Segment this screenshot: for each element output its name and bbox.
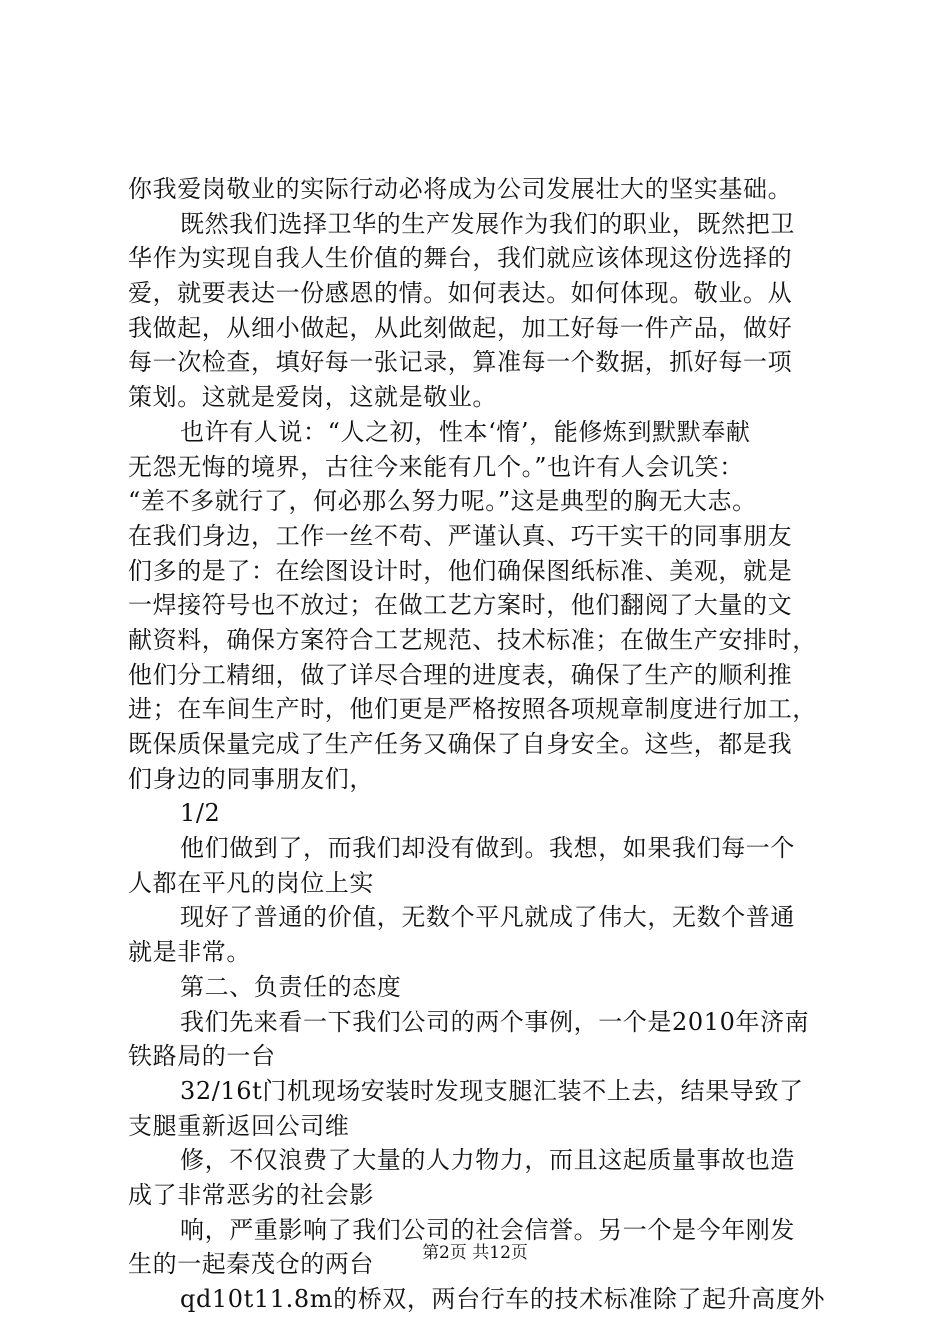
text-line: 也许有人说：“人之初，性本‘惰’，能修炼到默默奉献: [180, 417, 751, 446]
text-line: 爱，就要表达一份感恩的情。如何表达。如何体现。敬业。从: [128, 279, 793, 308]
text-line: 策划。这就是爱岗，这就是敬业。: [128, 383, 497, 412]
text-line: 支腿重新返回公司维: [128, 1111, 350, 1140]
text-line: 我们先来看一下我们公司的两个事例，一个是2010年济南: [180, 1007, 810, 1036]
text-line: 现好了普通的价值，无数个平凡就成了伟大，无数个普通: [180, 903, 795, 932]
text-line: 就是非常。: [128, 938, 251, 967]
text-line: 响，严重影响了我们公司的社会信誉。另一个是今年刚发: [180, 1215, 795, 1244]
text-line: 既然我们选择卫华的生产发展作为我们的职业，既然把卫: [180, 209, 795, 238]
text-line: 32/16t门机现场安装时发现支腿汇装不上去，结果导致了: [180, 1076, 804, 1105]
text-line: 他们做到了，而我们却没有做到。我想，如果我们每一个: [180, 834, 795, 863]
text-line: 在我们身边，工作一丝不苟、严谨认真、巧干实干的同事朋友: [128, 521, 793, 550]
text-line: 无怨无悔的境界，古往今来能有几个。”也许有人会讥笑：: [128, 452, 744, 481]
text-line: “差不多就行了，何必那么努力呢。”这是典型的胸无大志。: [128, 487, 757, 516]
text-line: 一焊接符号也不放过；在做工艺方案时，他们翻阅了大量的文: [128, 591, 793, 620]
text-line: 华作为实现自我人生价值的舞台，我们就应该体现这份选择的: [128, 244, 793, 273]
text-line: 每一次检查，填好每一张记录，算准每一个数据，抓好每一项: [128, 348, 793, 377]
page-footer: 第2页 共12页: [422, 1243, 528, 1263]
text-line: 进；在车间生产时，他们更是严格按照各项规章制度进行加工，: [128, 695, 817, 724]
text-line: 人都在平凡的岗位上实: [128, 868, 374, 897]
text-line: 我做起，从细小做起，从此刻做起，加工好每一件产品，做好: [128, 313, 793, 342]
text-line: qd10t11.8m的桥双，两台行车的技术标准除了起升高度外: [180, 1285, 826, 1313]
text-line: 他们分工精细，做了详尽合理的进度表，确保了生产的顺利推: [128, 660, 793, 689]
text-line: 成了非常恶劣的社会影: [128, 1180, 374, 1209]
text-line: 修，不仅浪费了大量的人力物力，而且这起质量事故也造: [180, 1146, 795, 1175]
text-line: 们身边的同事朋友们，: [128, 764, 374, 793]
document-body: [128, 172, 828, 1317]
text-line: 铁路局的一台: [128, 1042, 276, 1071]
text-line: 献资料，确保方案符合工艺规范、技术标准；在做生产安排时，: [128, 625, 817, 654]
text-line: 既保质保量完成了生产任务又确保了自身安全。这些，都是我: [128, 730, 793, 758]
text-line: 你我爱岗敬业的实际行动必将成为公司发展壮大的坚实基础。: [128, 175, 793, 203]
text-line: 生的一起秦茂仓的两台: [128, 1250, 374, 1279]
text-line: 1/2: [180, 799, 221, 828]
text-line: 第二、负责任的态度: [180, 972, 402, 1001]
text-line: 们多的是了：在绘图设计时，他们确保图纸标准、美观，就是: [128, 556, 793, 585]
